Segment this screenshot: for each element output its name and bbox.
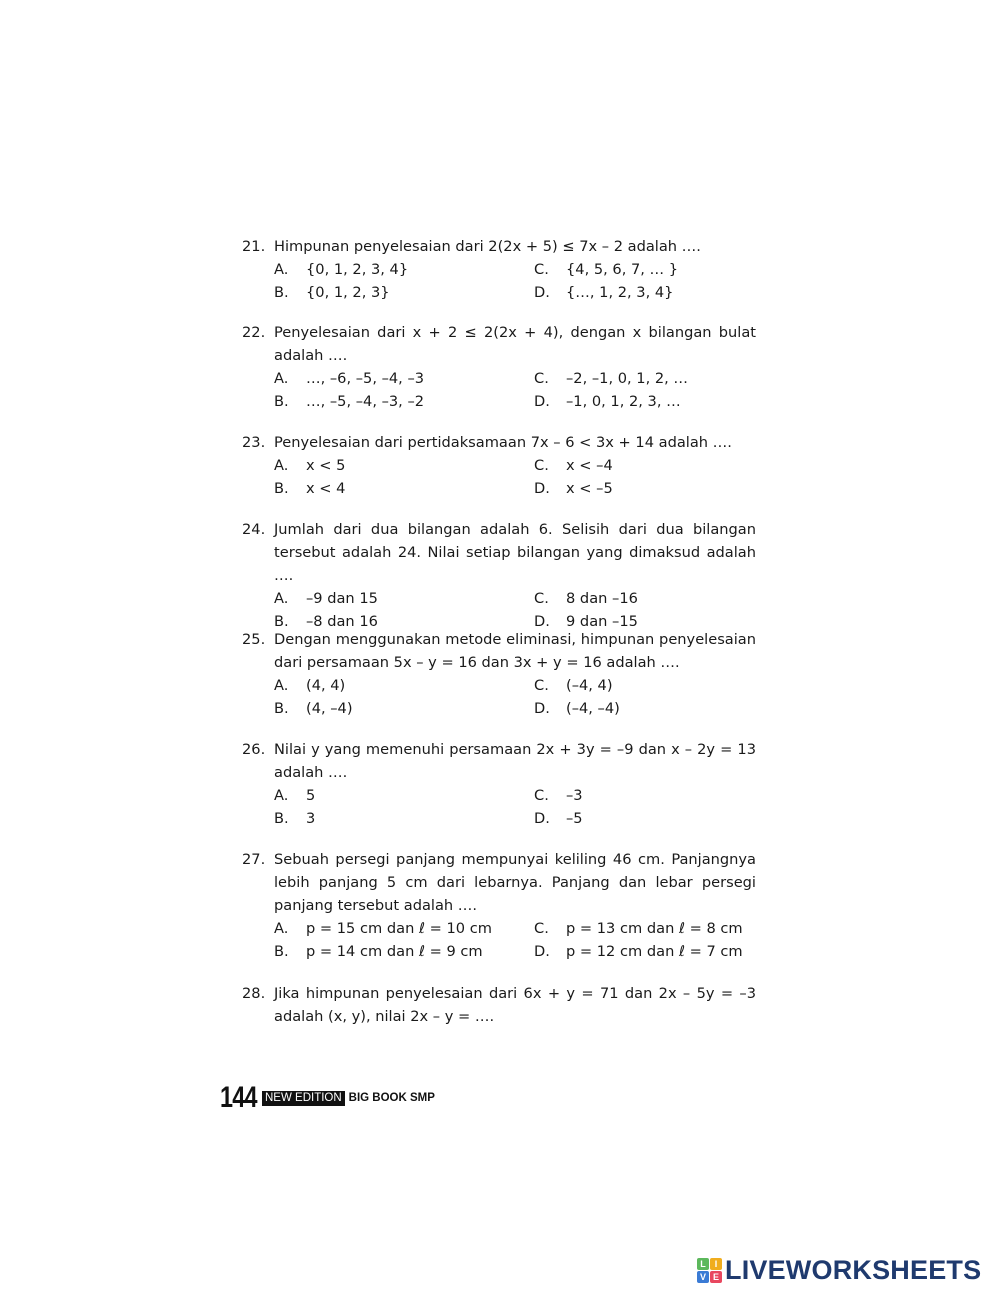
question-stem bbox=[242, 848, 756, 917]
question-stem bbox=[242, 518, 756, 587]
question-text: Penyelesaian dari pertidaksamaan 7x – 6 < 3x + 14 adalah …. bbox=[274, 434, 732, 451]
question-text: Dengan menggunakan metode eliminasi, himpunan penyelesaian dari persamaan 5x – y = 16 dan 3x + y = 16 adalah …. bbox=[274, 631, 756, 671]
question-21 bbox=[242, 235, 756, 304]
options: A. {0, 1, 2, 3, 4} B. {0, 1, 2, 3} C. {4, 5, 6, 7, … } D. {…, 1, 2, 3, 4} bbox=[274, 261, 679, 301]
question-24 bbox=[242, 518, 756, 633]
page-number: 144 bbox=[220, 1081, 257, 1114]
options: A. x < 5 B. x < 4 C. x < –4 D. x < –5 bbox=[274, 457, 613, 497]
options: A. …, –6, –5, –4, –3 B. …, –5, –4, –3, –2 C. –2, –1, 0, 1, 2, … D. –1, 0, 1, 2, 3, … bbox=[274, 370, 689, 410]
question-number: 21. bbox=[242, 238, 266, 255]
question-text: Nilai y yang memenuhi persamaan 2x + 3y = –9 dan x – 2y = 13 adalah …. bbox=[274, 741, 756, 781]
edition-badge: NEW EDITION bbox=[262, 1091, 345, 1106]
question-stem bbox=[242, 738, 756, 784]
question-23 bbox=[242, 431, 756, 500]
question-text: Himpunan penyelesaian dari 2(2x + 5) ≤ 7x – 2 adalah …. bbox=[274, 238, 701, 255]
question-stem bbox=[242, 321, 756, 367]
question-26 bbox=[242, 738, 756, 830]
question-stem bbox=[242, 982, 756, 1028]
question-number: 24. bbox=[242, 521, 266, 538]
options: A. p = 15 cm dan ℓ = 10 cm B. p = 14 cm dan ℓ = 9 cm C. p = 13 cm dan ℓ = 8 cm D. p = 12 cm dan ℓ = 7 cm bbox=[274, 920, 743, 960]
book-title: BIG BOOK SMP bbox=[348, 1092, 435, 1104]
question-25 bbox=[242, 628, 756, 720]
question-number: 26. bbox=[242, 741, 266, 758]
question-number: 25. bbox=[242, 631, 266, 648]
question-stem bbox=[242, 235, 756, 258]
live-tiles-icon bbox=[697, 1258, 722, 1283]
question-text: Penyelesaian dari x + 2 ≤ 2(2x + 4), dengan x bilangan bulat adalah …. bbox=[274, 324, 756, 364]
question-number: 28. bbox=[242, 985, 266, 1002]
page-footer bbox=[220, 1082, 435, 1114]
question-stem bbox=[242, 431, 756, 454]
options: A. –9 dan 15 B. –8 dan 16 C. 8 dan –16 D. 9 dan –15 bbox=[274, 590, 638, 630]
question-27 bbox=[242, 848, 756, 963]
question-number: 23. bbox=[242, 434, 266, 451]
question-28 bbox=[242, 982, 756, 1028]
tile-e: E bbox=[710, 1271, 722, 1283]
tile-v: V bbox=[697, 1271, 709, 1283]
options: A. (4, 4) B. (4, –4) C. (–4, 4) D. (–4, –4) bbox=[274, 677, 620, 717]
question-text: Sebuah persegi panjang mempunyai keliling 46 cm. Panjangnya lebih panjang 5 cm dari lebarnya. Panjang dan lebar persegi panjang tersebut adalah …. bbox=[274, 851, 756, 914]
question-number: 22. bbox=[242, 324, 266, 341]
tile-i: I bbox=[710, 1258, 722, 1270]
question-stem bbox=[242, 628, 756, 674]
options: A. 5 B. 3 C. –3 D. –5 bbox=[274, 787, 583, 827]
question-text: Jumlah dari dua bilangan adalah 6. Selisih dari dua bilangan tersebut adalah 24. Nilai setiap bilangan yang dimaksud adalah …. bbox=[274, 521, 756, 584]
question-number: 27. bbox=[242, 851, 266, 868]
liveworksheets-logo bbox=[697, 1256, 981, 1284]
brand-name: LIVEWORKSHEETS bbox=[725, 1255, 982, 1285]
question-text: Jika himpunan penyelesaian dari 6x + y = 71 dan 2x – 5y = –3 adalah (x, y), nilai 2x – y = …. bbox=[274, 985, 756, 1025]
question-22 bbox=[242, 321, 756, 413]
tile-l: L bbox=[697, 1258, 709, 1270]
